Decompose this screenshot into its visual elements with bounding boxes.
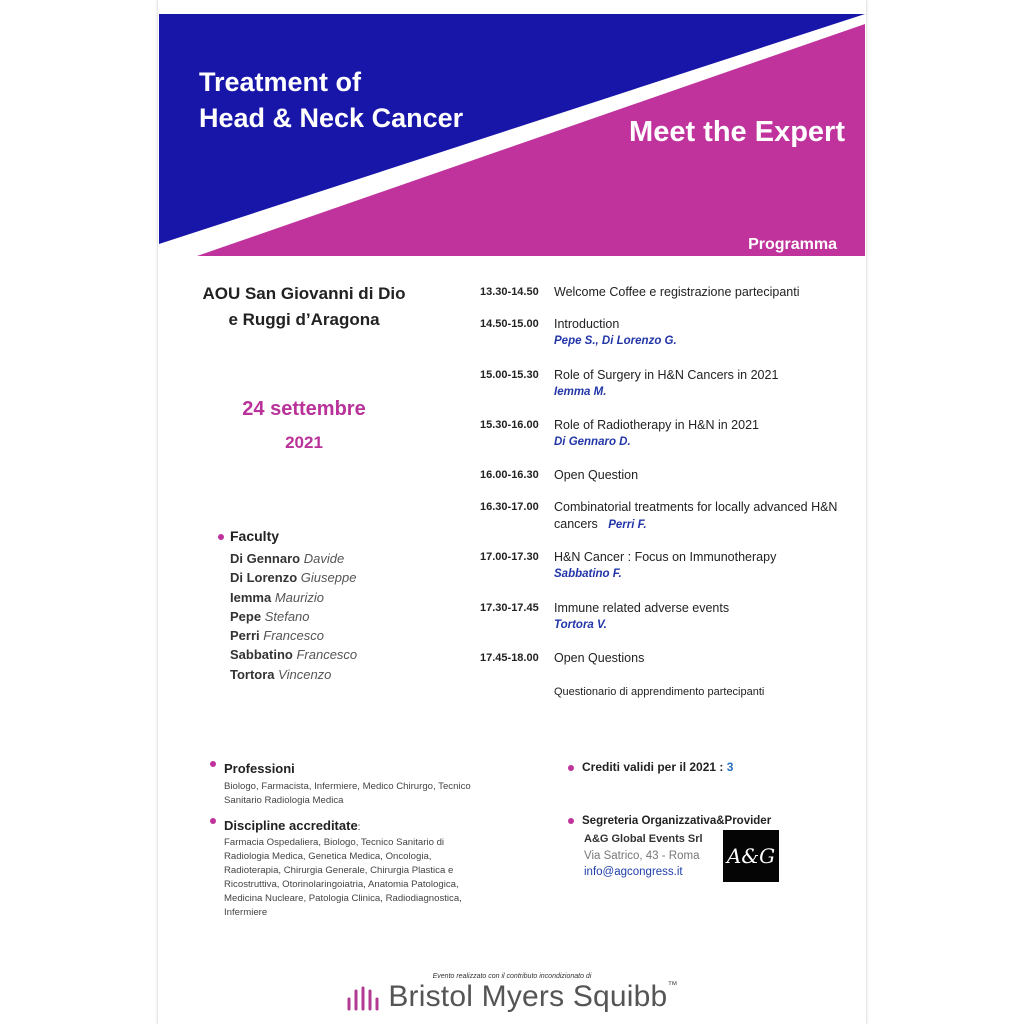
professioni-heading-label: Professioni: [224, 761, 295, 776]
faculty-surname: Di Lorenzo: [230, 570, 298, 586]
segreteria-company: A&G Global Events Srl: [584, 833, 703, 845]
bullet-icon: [218, 534, 224, 540]
venue-line1: AOU San Giovanni di Dio: [202, 284, 406, 303]
faculty-member: [230, 588, 357, 607]
sponsor-logo: [158, 980, 866, 1014]
program-title: Role of Surgery in H&N Cancers in 2021: [554, 368, 779, 382]
program-title: Immune related adverse events: [554, 601, 730, 615]
faculty-given-name: Francesco: [296, 647, 358, 663]
faculty-surname: Di Gennaro: [230, 551, 301, 566]
faculty-given-name: Giuseppe: [300, 570, 357, 586]
sponsor-note: Evento realizzato con il contributo incondizionato di: [432, 973, 592, 980]
bullet-icon: [568, 765, 574, 771]
faculty-surname: Iemma: [230, 589, 272, 605]
discipline-text: Farmacia Ospedaliera, Biologo, Tecnico Sanitario di Radiologia Medica, Genetica Medica, Oncologia, Radioterapia, Chirurgia Generale, Chirurgia Plastica e Ricostruttiva, Otorinolaringoiatria, Anatomia Patologica, Medicina Nucleare, Patologia Clinica, Radiodiagnostica, Infermiere: [224, 837, 462, 918]
faculty-given-name: Maurizio: [274, 589, 324, 605]
program-body: [554, 316, 854, 350]
program-body: [554, 549, 854, 583]
program-speaker: Tortora V.: [554, 619, 607, 631]
program-speaker: Iemma M.: [554, 386, 607, 398]
program-time: 15.30-16.00: [480, 419, 539, 431]
crediti-value: 3: [726, 760, 734, 774]
header-banner: [159, 14, 865, 256]
program-title: Welcome Coffee e registrazione partecipanti: [554, 285, 800, 299]
bullet-icon: [210, 818, 216, 824]
faculty-heading: [218, 528, 279, 544]
faculty-given-name: Davide: [303, 551, 345, 566]
program-body: [554, 467, 854, 484]
faculty-surname: Pepe: [230, 608, 262, 624]
program-time: 17.00-17.30: [480, 551, 539, 563]
program-speaker: Sabbatino F.: [554, 568, 622, 580]
faculty-member: [230, 626, 357, 645]
crediti-label: Crediti validi per il 2021 :: [582, 760, 727, 774]
faculty-member: [230, 607, 357, 626]
bms-mark-icon: [346, 985, 380, 1011]
program-time: 17.30-17.45: [480, 602, 539, 614]
event-subtitle: Meet the Expert: [629, 116, 845, 148]
faculty-given-name: Vincenzo: [278, 666, 332, 682]
faculty-member: [230, 549, 357, 568]
faculty-surname: Perri: [230, 628, 260, 644]
bullet-icon: [568, 818, 574, 824]
professioni-heading: [210, 761, 295, 776]
faculty-member: [230, 568, 357, 587]
program-time: 15.00-15.30: [480, 369, 539, 381]
ag-logo: A&G: [723, 830, 779, 882]
event-title: [199, 64, 463, 136]
faculty-list: [230, 549, 357, 684]
faculty-member: [230, 645, 357, 664]
discipline-heading-label: Discipline accreditate: [224, 818, 358, 833]
discipline-heading: [210, 818, 360, 833]
program-title: Introduction: [554, 317, 620, 331]
faculty-given-name: Francesco: [263, 628, 324, 644]
segreteria-heading-label: Segreteria Organizzativa&Provider: [582, 815, 772, 827]
faculty-member: [230, 665, 357, 684]
program-body: [554, 499, 844, 534]
program-body: [554, 417, 854, 451]
program-speaker: Di Gennaro D.: [554, 436, 631, 448]
sponsor-name: Bristol Myers Squibb: [388, 980, 668, 1013]
professioni-text: Biologo, Farmacista, Infermiere, Medico Chirurgo, Tecnico Sanitario Radiologia Medica: [224, 781, 471, 806]
bullet-icon: [210, 761, 216, 767]
program-time: 17.45-18.00: [480, 652, 539, 664]
crediti-line: [568, 760, 733, 774]
program-time: 13.30-14.50: [480, 286, 539, 298]
program-speaker: Pepe S., Di Lorenzo G.: [554, 335, 677, 347]
program-body: [554, 650, 854, 667]
event-title-line2: Head & Neck Cancer: [199, 103, 464, 133]
event-title-line1: Treatment of: [199, 67, 362, 97]
program-title: H&N Cancer : Focus on Immunotherapy: [554, 550, 777, 564]
program-body: [554, 284, 854, 301]
venue-line2: e Ruggi d’Aragona: [228, 310, 380, 329]
program-speaker: Perri F.: [608, 519, 647, 531]
discipline-heading-colon: :: [357, 822, 361, 833]
segreteria-email[interactable]: info@agcongress.it: [584, 866, 683, 878]
program-time: 16.00-16.30: [480, 469, 539, 481]
faculty-given-name: Stefano: [264, 608, 310, 624]
program-time: 16.30-17.00: [480, 501, 539, 513]
program-title: Open Question: [554, 468, 639, 482]
program-title: Role of Radiotherapy in H&N in 2021: [554, 418, 759, 432]
segreteria-address: Via Satrico, 43 - Roma: [584, 850, 700, 862]
program-body: [554, 367, 854, 401]
flyer-page: [158, 0, 866, 1024]
segreteria-heading: [568, 815, 771, 827]
faculty-surname: Tortora: [230, 666, 275, 682]
program-title: Combinatorial treatments for locally advanced H&N cancers: [554, 500, 838, 531]
programma-label: Programma: [748, 236, 837, 253]
event-date-day: 24 settembre: [242, 398, 366, 420]
program-time: 14.50-15.00: [480, 318, 539, 330]
faculty-heading-label: Faculty: [230, 528, 280, 544]
program-body: [554, 600, 854, 634]
event-date-year: 2021: [285, 433, 323, 452]
sponsor-trademark: ™: [667, 980, 678, 991]
faculty-surname: Sabbatino: [230, 647, 293, 663]
questionnaire-note: Questionario di apprendimento partecipanti: [554, 686, 765, 698]
program-title: Open Questions: [554, 651, 645, 665]
